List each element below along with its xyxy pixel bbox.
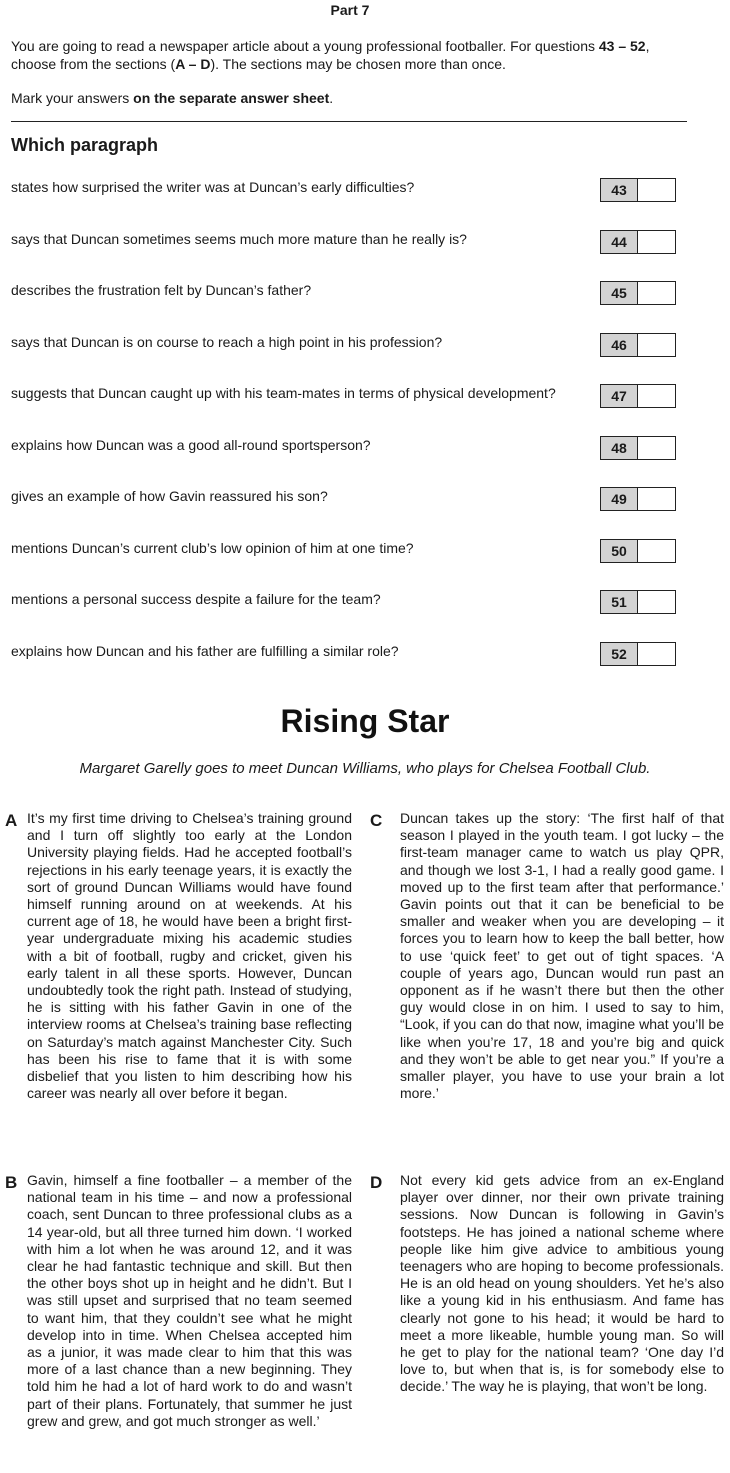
question-number: 45: [601, 282, 638, 304]
which-paragraph-heading: Which paragraph: [11, 135, 159, 155]
section-letter: B: [5, 1173, 18, 1192]
question-text: says that Duncan sometimes seems much more mature than he really is?: [11, 231, 467, 247]
answer-field[interactable]: [638, 334, 675, 356]
question-row-50: [11, 539, 681, 565]
question-text: mentions a personal success despite a failure for the team?: [11, 591, 381, 607]
instructions: You are going to read a newspaper article about a young professional footballer. For questions 43 – 52, choose from the sections (A – D). The sections may be chosen more than once.: [11, 38, 650, 72]
question-row-45: [11, 281, 681, 307]
question-row-44: [11, 230, 681, 256]
part-title: Part 7: [330, 2, 370, 18]
question-text: states how surprised the writer was at Duncan’s early difficulties?: [11, 179, 415, 195]
question-number: 44: [601, 231, 638, 253]
section-text: It’s my first time driving to Chelsea’s training ground and I turn off slightly too early at the London University playing fields. Had he accepted football’s rejections in his early teenage years, it is exactly the sort of ground Duncan Williams would have found himself running around on at weekends. At his current age of 18, he would have been a bright first-year undergraduate mixing his academic studies with a bit of football, rugby and cricket, given his early talent in all these sports. However, Duncan undoubtedly took the right path. Instead of studying, he is sitting with his father Gavin in one of the interview rooms at Chelsea’s training base reflecting on Saturday’s match against Manchester City. Such has been his rise to fame that it is with some disbelief that you listen to him describing how his career was nearly all over before it began.: [27, 810, 352, 1102]
question-text: explains how Duncan and his father are fulfilling a similar role?: [11, 643, 399, 659]
answer-box: [600, 642, 676, 666]
question-row-48: [11, 436, 681, 462]
question-text: gives an example of how Gavin reassured his son?: [11, 488, 328, 504]
question-text: suggests that Duncan caught up with his team-mates in terms of physical development?: [11, 385, 556, 401]
question-number: 52: [601, 643, 638, 665]
question-text: describes the frustration felt by Duncan’s father?: [11, 282, 312, 298]
question-number: 48: [601, 437, 638, 459]
article-title: Rising Star: [280, 703, 450, 739]
answer-box: [600, 436, 676, 460]
question-number: 47: [601, 385, 638, 407]
question-number: 46: [601, 334, 638, 356]
answer-box: [600, 384, 676, 408]
answer-field[interactable]: [638, 643, 675, 665]
section-text: Duncan takes up the story: ‘The first half of that season I played in the youth team. I got lucky – the first-team manager came to watch us play QPR, and though we lost 3-1, I had a really good game. I moved up to the first team after that performance.’ Gavin points out that it can be beneficial to be smaller and weaker when you are developing – it forces you to learn how to keep the ball better, how to use ‘quick feet’ to get out of tight spaces. ‘A couple of years ago, Duncan would run past an opponent as if he wasn’t there but then the other guy would close in on him. I used to say to him, “Look, if you can do that now, imagine what you’ll be like when you’re 17, 18 and you’re big and quick and they won’t be able to get near you.” If you’re a smaller player, you have to use your brain a lot more.’: [400, 810, 724, 1102]
answer-field[interactable]: [638, 488, 675, 510]
answer-box: [600, 333, 676, 357]
section-text: Gavin, himself a fine footballer – a member of the national team in his time – and now a professional coach, sent Duncan to three professional clubs as a 14 year-old, but all three turned him down. ‘I worked with him a lot when he was around 12, and it was clear he had fantastic technique and skill. But then the other boys shot up in height and he didn’t. But I was still upset and surprised that no team seemed to want him, that they couldn’t see what he might develop into in time. When Chelsea accepted him as a junior, it was made clear to him that this was more of a last chance than a new beginning. They told him he had a lot of hard work to do and wasn’t part of their plans. Fortunately, that summer he just grew and grew, and got much stronger as well.’: [27, 1172, 352, 1429]
answer-field[interactable]: [638, 231, 675, 253]
divider: [11, 121, 687, 122]
answer-field[interactable]: [638, 179, 675, 201]
answer-field[interactable]: [638, 540, 675, 562]
section-range: A – D: [175, 56, 211, 72]
question-text: explains how Duncan was a good all-round sportsperson?: [11, 437, 371, 453]
question-row-52: [11, 642, 681, 668]
section-text: Not every kid gets advice from an ex-England player over dinner, nor their own private training sessions. Now Duncan is following in Gavin’s footsteps. He has joined a national scheme where people like him give advice to ambitious young teenagers who are hoping to become professionals. He is an old head on young shoulders. Yet he’s also like a young kid in his enthusiasm. And fame has clearly not gone to his head; it would be hard to meet a more likeable, humble young man. So will he get to play for the national team? ‘One day I’d love to, but when that is, is for somebody else to decide.’ The way he is playing, that won’t be long.: [400, 1172, 724, 1395]
answer-box: [600, 539, 676, 563]
question-row-43: [11, 178, 681, 204]
answer-field[interactable]: [638, 437, 675, 459]
question-number: 43: [601, 179, 638, 201]
answer-box: [600, 487, 676, 511]
answer-box: [600, 230, 676, 254]
question-number: 49: [601, 488, 638, 510]
question-number: 50: [601, 540, 638, 562]
answer-sheet-instruction: Mark your answers on the separate answer sheet.: [11, 90, 334, 106]
question-row-49: [11, 487, 681, 513]
answer-field[interactable]: [638, 385, 675, 407]
answer-box: [600, 590, 676, 614]
question-row-47: [11, 384, 681, 410]
section-letter: A: [5, 811, 18, 830]
answer-field[interactable]: [638, 282, 675, 304]
article-subtitle: Margaret Garelly goes to meet Duncan Williams, who plays for Chelsea Football Club.: [79, 760, 651, 777]
question-number: 51: [601, 591, 638, 613]
section-letter: D: [370, 1173, 383, 1192]
question-text: mentions Duncan’s current club’s low opinion of him at one time?: [11, 540, 414, 556]
section-letter: C: [370, 811, 383, 830]
answer-field[interactable]: [638, 591, 675, 613]
question-range: 43 – 52: [598, 38, 646, 54]
answer-box: [600, 178, 676, 202]
question-text: says that Duncan is on course to reach a high point in his profession?: [11, 334, 443, 350]
question-row-46: [11, 333, 681, 359]
question-row-51: [11, 590, 681, 616]
answer-box: [600, 281, 676, 305]
